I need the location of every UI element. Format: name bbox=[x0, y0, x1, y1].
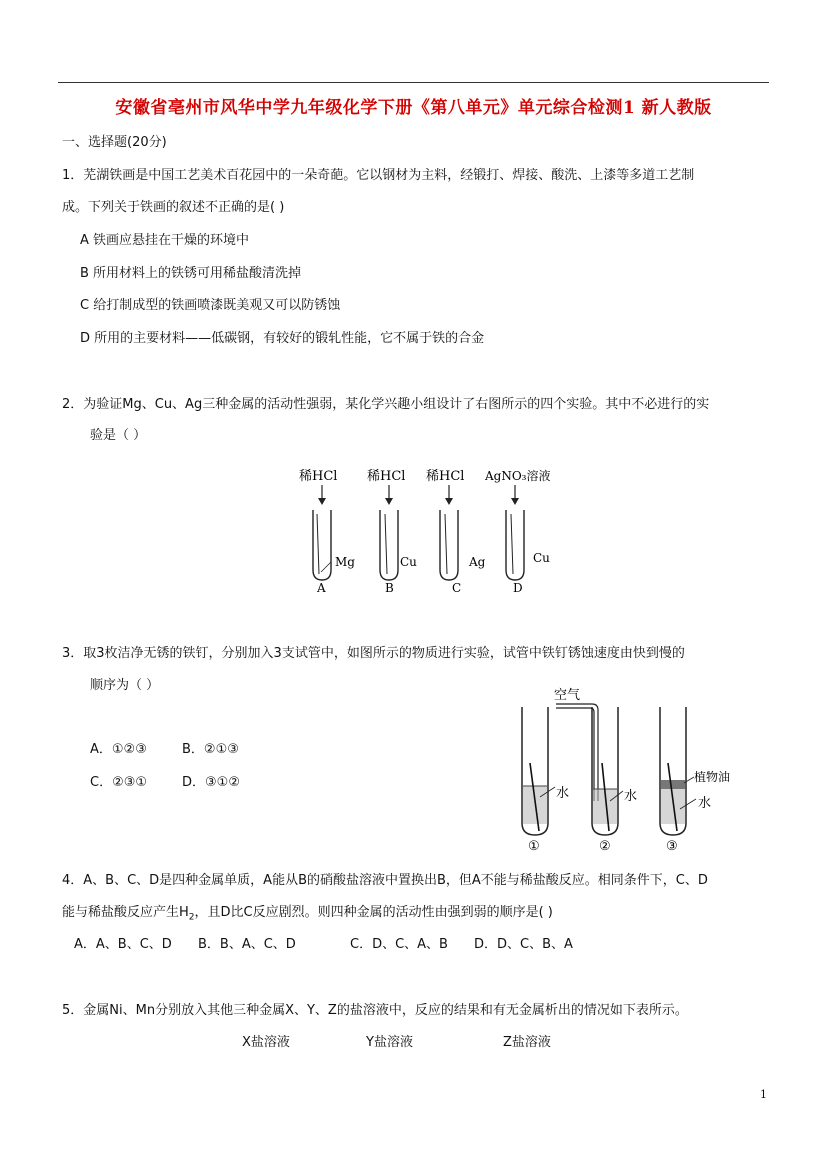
q2-reagent-c: 稀HCl bbox=[426, 469, 465, 484]
q2-label-d: D bbox=[513, 581, 523, 595]
q2-tube-b bbox=[367, 468, 417, 595]
q1-option-c: C 给打制成型的铁画喷漆既美观又可以防锈蚀 bbox=[80, 298, 341, 313]
q3-option-c: C．②③① bbox=[90, 775, 148, 790]
q2-tube-d bbox=[484, 468, 551, 595]
q3-option-b: B．②①③ bbox=[182, 742, 239, 757]
q3-tube-label-1: ① bbox=[528, 839, 540, 853]
page-number: 1 bbox=[760, 1088, 767, 1101]
q4-option-b: B．B、A、C、D bbox=[198, 937, 296, 952]
q4-option-a: A．A、B、C、D bbox=[74, 937, 172, 952]
q3-tube-3 bbox=[660, 707, 730, 853]
q2-label-a: A bbox=[317, 581, 326, 595]
q2-line2: 验是（ ） bbox=[90, 428, 147, 443]
q3-tube-2 bbox=[554, 687, 637, 853]
q5-header-y: Y盐溶液 bbox=[366, 1035, 413, 1050]
q3-option-d: D．③①② bbox=[182, 775, 240, 790]
q2-reagent-a: 稀HCl bbox=[299, 469, 338, 484]
q3-water-label-1: 水 bbox=[556, 786, 570, 801]
q2-metal-d: Cu bbox=[533, 551, 550, 565]
q2-label-c: C bbox=[452, 581, 462, 595]
q3-line1: 3．取3枚洁净无锈的铁钉，分别加入3支试管中，如图所示的物质进行实验，试管中铁钉锈蚀速度由快到慢的 bbox=[62, 646, 685, 661]
q3-water-label-2: 水 bbox=[624, 789, 638, 804]
q2-figure bbox=[295, 462, 565, 597]
q3-figure bbox=[510, 683, 750, 853]
q4-line2 bbox=[62, 903, 553, 928]
q4-line1: 4．A、B、C、D是四种金属单质，A能从B的硝酸盐溶液中置换出B，但A不能与稀盐酸反应。相同条件下，C、D bbox=[62, 873, 708, 888]
q4-subscript: 2 bbox=[188, 912, 195, 923]
q3-tube-label-3: ③ bbox=[666, 839, 678, 853]
q3-tube-label-2: ② bbox=[599, 839, 611, 853]
q3-line2: 顺序为（ ） bbox=[90, 678, 160, 693]
q1-option-d: D 所用的主要材料——低碳钢，有较好的锻轧性能，它不属于铁的合金 bbox=[80, 331, 485, 346]
q3-air-label: 空气 bbox=[554, 688, 581, 703]
q2-tube-c bbox=[426, 468, 486, 595]
q5-line1: 5．金属Ni、Mn分别放入其他三种金属X、Y、Z的盐溶液中，反应的结果和有无金属析出的情况如下表所示。 bbox=[62, 1003, 688, 1018]
q5-header-x: X盐溶液 bbox=[242, 1035, 290, 1050]
q4-line2-start: 能与稀盐酸反应产生H bbox=[62, 905, 189, 920]
q2-line1: 2．为验证Mg、Cu、Ag三种金属的活动性强弱，某化学兴趣小组设计了右图所示的四个实验。其中不必进行的实 bbox=[62, 397, 710, 412]
q2-tube-a bbox=[299, 468, 355, 595]
q3-oil-label: 植物油 bbox=[694, 770, 731, 784]
q3-option-a: A．①②③ bbox=[90, 742, 147, 757]
q4-option-c: C．D、C、A、B bbox=[350, 937, 448, 952]
q2-reagent-b: 稀HCl bbox=[367, 469, 406, 484]
q1-option-a: A 铁画应悬挂在干燥的环境中 bbox=[80, 233, 250, 248]
q5-header-z: Z盐溶液 bbox=[503, 1035, 551, 1050]
q4-line2-end: ，且D比C反应剧烈。则四种金属的活动性由强到弱的顺序是( ) bbox=[194, 905, 553, 920]
q4-option-d: D．D、C、B、A bbox=[474, 937, 573, 952]
q1-line2: 成。下列关于铁画的叙述不正确的是( ) bbox=[62, 200, 285, 215]
section-heading: 一、选择题(20分) bbox=[62, 135, 167, 150]
q3-water-label-3: 水 bbox=[698, 796, 712, 811]
q2-reagent-d: AgNO₃溶液 bbox=[485, 469, 551, 483]
q2-metal-c: Ag bbox=[469, 555, 486, 569]
q1-line1: 1．芜湖铁画是中国工艺美术百花园中的一朵奇葩。它以钢材为主料，经锻打、焊接、酸洗、上漆等多道工艺制 bbox=[62, 168, 695, 183]
q3-tube-1 bbox=[522, 707, 569, 853]
q2-label-b: B bbox=[385, 581, 394, 595]
q1-option-b: B 所用材料上的铁锈可用稀盐酸清洗掉 bbox=[80, 266, 302, 281]
header-rule bbox=[58, 82, 769, 83]
q2-metal-a: Mg bbox=[335, 555, 355, 569]
q2-metal-b: Cu bbox=[400, 555, 417, 569]
document-title: 安徽省亳州市风华中学九年级化学下册《第八单元》单元综合检测1 新人教版 bbox=[115, 98, 712, 118]
